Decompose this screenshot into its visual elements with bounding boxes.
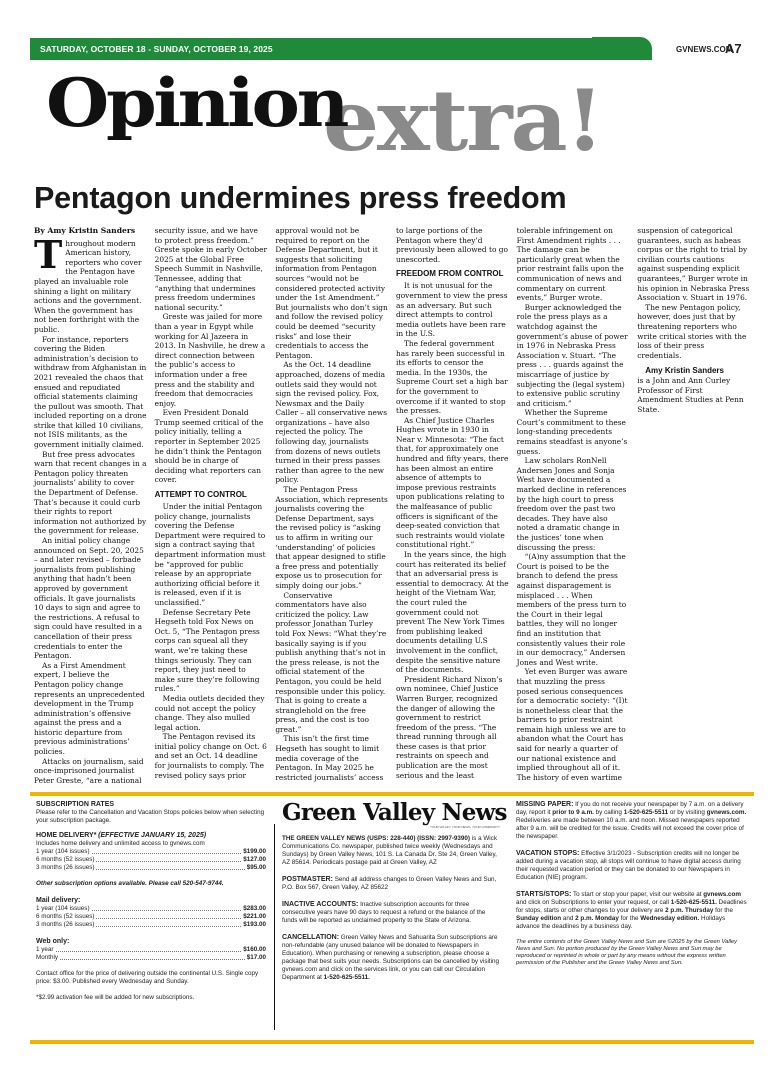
vacation-label: VACATION STOPS:	[516, 850, 580, 857]
article-paragraph: Whether the Supreme Court’s commitment to these long-standing precedents remains steadfast is anyone’s guess.	[516, 408, 628, 456]
notice-emphasis: prior to 9 a.m.	[552, 809, 594, 816]
copyright-notice: The entire contents of the Green Valley News and Sun are ©2025 by the Green Valley News and Sun. No portion produced by the Green Valley News and Sun may be reproduced or reprinted in whole or part by any means without the express written permission of the Publisher and the Green Valley News and Sun.	[516, 939, 738, 966]
leader-dots	[96, 921, 241, 927]
article-paragraph: Yet even Burger was aware that muzzling the press posed serious consequences for a democratic society: “(I)t is nonetheless clear that the barriers to prior restraint remain high unless we are to abandon what the Court has said for nearly a quarter of our national existence and implied throughout all of it. The history of even wartime suspension of categorical guarantees, such as habeas corpus or the right to trial by civilian courts cautions against suspending explicit guarantees,” Burger wrote in his opinion in Nebraska Press Association v. Stuart in 1976.	[516, 226, 750, 782]
leader-dots	[92, 848, 242, 854]
starts-stops-notice	[516, 890, 750, 931]
rate-label: 1 year (104 issues)	[36, 848, 90, 855]
article-paragraph: Burger acknowledged the role the press plays as a watchdog against the government’s abuse of power in 1976 in Nebraska Press Association v. Stuart. “The press . . . guards against the miscarriage of justice by subjecting the (legal system) to extensive public scrutiny and criticism.”	[516, 302, 628, 408]
section-title-extra: extra!	[323, 71, 603, 170]
publication-statement	[282, 835, 500, 867]
article-paragraph: But free press advocates warn that recent changes in a Pentagon policy threaten journalists’ ability to cover the Department of Defense. That’s because it could curb their rights to report information not authorized by the government for release.	[34, 449, 147, 536]
article-paragraph: The federal government has rarely been successful in its efforts to censor the media. In the 1930s, the Supreme Court set a high bar for the government to overcome if it wanted to stop the presses.	[395, 338, 508, 416]
rate-row	[36, 864, 266, 872]
article-paragraph: An initial policy change announced on Sept. 20, 2025 – and later revised – forbade journalists from publishing anything that hadn’t been approved by government officials. It gave journalists 10 days to sign and agree to the restrictions. A refusal to sign could have resulted in a cancellation of their press credentials to enter the Pentagon.	[34, 536, 144, 661]
notice-emphasis: Sunday edition	[516, 915, 562, 922]
rate-label: 6 months (52 issues)	[36, 856, 95, 863]
cancellation-label: CANCELLATION:	[282, 934, 340, 941]
inactive-accounts-notice	[282, 900, 500, 925]
home-delivery-effective: (EFFECTIVE JANUARY 15, 2025)	[98, 832, 207, 839]
green-valley-news-logo: Green Valley News	[282, 799, 507, 826]
masthead	[282, 799, 507, 982]
leader-dots	[60, 954, 245, 960]
fee-note: *$2.99 activation fee will be added for new subscriptions.	[36, 994, 195, 1001]
notice-text: Holidays advance the deadlines by a business day.	[516, 915, 726, 930]
author-name: Amy Kristin Sanders	[645, 366, 724, 376]
divider-bottom	[30, 1040, 754, 1044]
notice-emphasis: 2 p.m. Thursday	[665, 907, 714, 914]
subscription-rates	[36, 800, 266, 1002]
article-paragraph: Attacks on journalism, said once-imprisoned journalist Peter Greste, “are a national security issue, and we have to protect press freedom.” Greste spoke in early October 2025 at the Global Free Speech Summit in Nashville, Tennessee, adding that “anything that undermines press freedom undermines national security.”	[34, 226, 268, 785]
article-body	[34, 226, 750, 786]
divider-top	[30, 792, 754, 796]
page-title: Pentagon undermines press freedom	[34, 181, 567, 215]
postmaster-notice	[282, 875, 500, 892]
missing-label: MISSING PAPER:	[516, 801, 574, 808]
leader-dots	[56, 946, 242, 952]
rate-label: 1 year	[36, 946, 54, 953]
article-paragraph: In the years since, the high court has reiterated its belief that an adversarial press is essential to democracy. At the height of the Vietnam War, the court ruled the government could not prevent The New York Times from publishing leaked documents detailing U.S involvement in the conflict, despite the sensitive nature of the documents.	[395, 550, 509, 675]
rate-price: $95.00	[246, 864, 266, 871]
notice-text: for the	[618, 915, 641, 922]
article-paragraph: It is not unusual for the government to view the press as an adversary. But such direct attempts to control media outlets have been rare in the U.S.	[395, 281, 508, 339]
cancellation-text: Green Valley News and Sahuarita Sun subscriptions are non-refundable (any unused balance will be donated to Newspapers in Education). When purchasing or renewing a subscription, please choose a package that best suits your needs. Subscriptions can be cancelled by visiting gvnews.com and click on the services link, or you can call our Circulation Department at	[282, 934, 500, 981]
article-paragraph: Conservative commentators have also criticized the policy. Law professor Jonathan Turley told Fox News: “What they’re basically saying is if you publish anything that’s not in the press release, is not the official statement of the Pentagon, you could be held responsible under this policy. That is going to create a stranglehold on the free press, and the cost is too great.”	[275, 590, 387, 734]
leader-dots	[96, 913, 241, 919]
rate-price: $17.00	[246, 954, 266, 961]
stops-label: STARTS/STOPS:	[516, 891, 572, 898]
leader-dots	[92, 905, 242, 911]
notice-text: Effective 3/1/2023 - Subscription credits will no longer be added during a vacation stop, all stops will continue to have digital access during their requested vacation period or they can be donated to our Newspapers in Education (NIE) program.	[516, 850, 741, 881]
leader-dots	[96, 856, 241, 862]
notice-text: and click on Subscriptions to enter your request, or call	[516, 899, 671, 906]
notice-text: and	[561, 915, 576, 922]
missing-site: gvnews.com.	[706, 809, 747, 816]
subhead-attempt-to-control: ATTEMPT TO CONTROL	[154, 490, 247, 500]
contact-note: Contact office for the price of delivering outside the continental U.S. Single copy price: $3.00. Published every Wednesday and Sunday.	[36, 970, 259, 985]
notice-emphasis: 2 p.m. Monday	[575, 915, 619, 922]
article-paragraph: President Richard Nixon’s own nominee, Chief Justice Warren Burger, recognized the danger of allowing the government to restrict freedom of the press. “The thread running through all these cases is that prior restraints on speech and publication are the most serious and the least tolerable infringement on First Amendment rights . . . The damage can be particularly great when the prior restraint falls upon the communication of news and commentary on current events,” Burger wrote.	[395, 226, 624, 780]
subscription-intro: Please refer to the Cancellation and Vacation Stops policies below when selecting your subscription package.	[36, 809, 265, 824]
rate-price: $221.00	[243, 913, 266, 920]
notice-text: for the	[713, 907, 734, 914]
top-bar	[30, 38, 754, 60]
leader-dots	[96, 864, 244, 870]
site-name: GVNEWS.COM	[676, 45, 733, 54]
article-paragraph: The Pentagon Press Association, which represents journalists covering the Defense Department, says the revised policy is “asking us to affirm in writing our ‘understanding’ of policies that appear designed to stifle a free press and potentially expose us to prosecution for simply doing our jobs.”	[275, 485, 388, 590]
statement-label: THE GREEN VALLEY NEWS (USPS: 228-440) (ISSN: 2997-9390)	[282, 835, 471, 842]
missing-phone: 1-520-625-5511	[623, 809, 669, 816]
rate-row	[36, 856, 266, 864]
rate-label: Monthly	[36, 954, 59, 961]
vacation-stops-notice	[516, 849, 750, 882]
rate-price: $199.00	[243, 848, 266, 855]
home-delivery-title: HOME DELIVERY*	[36, 832, 97, 839]
notice-emphasis: Wednesday edition.	[640, 915, 700, 922]
article-paragraph: For instance, reporters covering the Biden administration’s decision to withdraw from Afghanistan in 2021 revealed the chaos that ensued and repudiated official statements claiming the pullout was smooth. That included reporting on a drone strike that killed 10 civilians, not ISIS militants, as the government initially claimed.	[34, 334, 147, 450]
home-delivery-note: Includes home delivery and unlimited access to gvnews.com	[36, 840, 205, 847]
article-paragraph: As Chief Justice Charles Hughes wrote in 1930 in Near v. Minnesota: “The fact that, for approximately one hundred and fifty years, there has been almost an entire absence of attempts to impose previous restraints upon publications relating to the malfeasance of public officers is significant of the deep-seated conviction that such restraints would violate constitutional right.”	[395, 415, 509, 550]
section-title-opinion: Opinion	[46, 64, 347, 142]
rate-price: $193.00	[243, 921, 266, 928]
article-paragraph: This isn’t the first time Hegseth has sought to limit media coverage of the Pentagon. In May 2025 he restricted journalists’ access to large portions of the Pentagon where they’d previously been allowed to go unescorted.	[275, 226, 508, 782]
article-paragraph: Law scholars RonNell Andersen Jones and Sonja West have documented a marked decline in references by the high court to press freedom over the past two decades. They have also noted a dramatic change in the justices’ tone when discussing the press:	[516, 456, 627, 552]
stops-site: gvnews.com	[703, 891, 741, 898]
notice-text: by calling	[593, 809, 624, 816]
article-paragraph: Media outlets decided they could not accept the policy change. They also mulled legal action.	[154, 693, 265, 732]
rate-row	[36, 921, 266, 929]
article-paragraph: Greste was jailed for more than a year in Egypt while working for Al Jazeera in 2013. In Nashville, he drew a direct connection between the public’s access to information under a free press and the stability and freedom that democracies enjoy.	[154, 312, 266, 408]
subhead-freedom-from-control: FREEDOM FROM CONTROL	[395, 269, 504, 279]
notice-text: or by visiting	[668, 809, 707, 816]
other-options: Other subscription options available. Please call 520-547-9744.	[36, 880, 224, 887]
rate-label: 3 months (26 issues)	[36, 864, 95, 871]
missing-paper-notice	[516, 800, 750, 841]
delivery-notices	[516, 800, 750, 967]
postmaster-text: Send all address changes to Green Valley News and Sun, P.O. Box 567, Green Valley, AZ 85622	[282, 876, 497, 891]
logo-tagline: YOUR VALLEY, YOUR NEWS, YOUR COMMUNITY	[430, 825, 500, 829]
rate-row	[36, 848, 266, 856]
article-paragraph: Under the initial Pentagon policy change, journalists covering the Defense Department were required to sign a contract saying that department information must be “approved for public release by an appropriate authorizing official before it is released, even if it is unclassified.”	[154, 502, 266, 607]
article-paragraph: Defense Secretary Pete Hegseth told Fox News on Oct. 5, “The Pentagon press corps can squeal all they want, we’re taking these things seriously. They can report, they just need to make sure they’re following rules.”	[154, 607, 260, 694]
paragraph-text: hroughout modern American history, reporters who cover the Pentagon have played an invaluable role shining a light on military actions and the government. When the government has not been forthright with the public.	[34, 238, 142, 334]
cancellation-phone: 1-520-625-5511.	[323, 974, 370, 981]
inactive-label: INACTIVE ACCOUNTS:	[282, 901, 359, 908]
notice-text: To start or stop your paper, visit our website at	[571, 891, 704, 898]
rate-label: 3 months (26 issues)	[36, 921, 95, 928]
drop-cap: T	[34, 231, 63, 277]
rate-label: 1 year (104 issues)	[36, 905, 90, 912]
article-paragraph: As a First Amendment expert, I believe the Pentagon policy change represents an unprecedented development in the Trump administration’s offensive against the press and a historic departure from previous administrations’ policies.	[34, 660, 145, 757]
rate-row	[36, 913, 266, 921]
rate-row	[36, 954, 266, 962]
inactive-text: Inactive subscription accounts for three consecutive years have 90 days to request a refund or the balance of the funds will be reported as unclaimed property to the State of Arizona.	[282, 901, 486, 924]
rate-price: $283.00	[243, 905, 266, 912]
mail-delivery-title: Mail delivery:	[36, 897, 81, 904]
stops-phone: 1-520-625-5511.	[670, 899, 717, 906]
web-only-title: Web only:	[36, 938, 70, 945]
article-paragraph: The new Pentagon policy, however, does just that by threatening reporters who write critical stories with the loss of their press credentials.	[637, 302, 747, 360]
article-paragraph: As the Oct. 14 deadline approached, dozens of media outlets said they would not sign the revised policy. Fox, Newsmax and the Daily Caller – all conservative news organizations – have also rejected the policy. The following day, journalists from dozens of news outlets turned in their press passes rather than agree to the new policy.	[275, 360, 387, 485]
byline: By Amy Kristin Sanders	[34, 226, 136, 235]
postmaster-label: POSTMASTER:	[282, 876, 333, 883]
rate-price: $160.00	[243, 946, 266, 953]
article-paragraph: The Pentagon revised its initial policy change on Oct. 6 and set an Oct. 14 deadline for journalists to comply. The revised policy says prior approval would not be required to report on the Defense Department, but it suggests that soliciting information from Pentagon sources “would not be considered protected activity under the 1st Amendment.” But journalists who don’t sign and follow the revised policy could be deemed “security risks” and lose their credentials to access the Pentagon.	[154, 226, 388, 780]
rate-row	[36, 946, 266, 954]
footer-divider	[274, 824, 275, 1030]
rate-row	[36, 905, 266, 913]
rate-label: 6 months (52 issues)	[36, 913, 95, 920]
notice-text: Redeliveries are made between 10 a.m. and noon. Missed newspapers reported after 9 a.m. will be credited for the issue. Credits will not exceed the cover price of the newspaper.	[516, 817, 744, 840]
article-paragraph	[34, 231, 147, 335]
rate-price: $127.00	[243, 856, 266, 863]
notice-text: If you do not receive your newspaper by 7 a.m. on a delivery day, report it	[516, 801, 744, 816]
subscription-title: SUBSCRIPTION RATES	[36, 801, 115, 808]
statement-text: is a Wick Communications Co. newspaper, published twice weekly (Wednesdays and Sundays) by Green Valley News, 101 S. La Canada Dr. Ste 24, Green Valley, AZ 85614. Periodicals postage paid at Green Valley, AZ	[282, 835, 497, 866]
article-paragraph: “(A)ny assumption that the Court is poised to be the branch to defend the press against disparagement is misplaced . . . When members of the press turn to the Court in their legal battles, they will no longer find an institution that consistently values their role in our democracy,” Andersen Jones and West write.	[516, 552, 627, 667]
author-description: is a John and Ann Curley Professor of First Amendment Studies at Penn State.	[637, 375, 744, 414]
cancellation-notice	[282, 933, 500, 982]
date-line: SATURDAY, OCTOBER 18 - SUNDAY, OCTOBER 19, 2025	[30, 38, 612, 60]
article-paragraph: Even President Donald Trump seemed critical of the policy initially, telling a reporter in September 2025 he didn’t think the Pentagon should be in charge of deciding what reporters can cover.	[154, 408, 264, 485]
page-number: A7	[725, 41, 742, 56]
notice-text: Deadlines for stops, starts or other changes to your delivery are	[516, 899, 747, 914]
